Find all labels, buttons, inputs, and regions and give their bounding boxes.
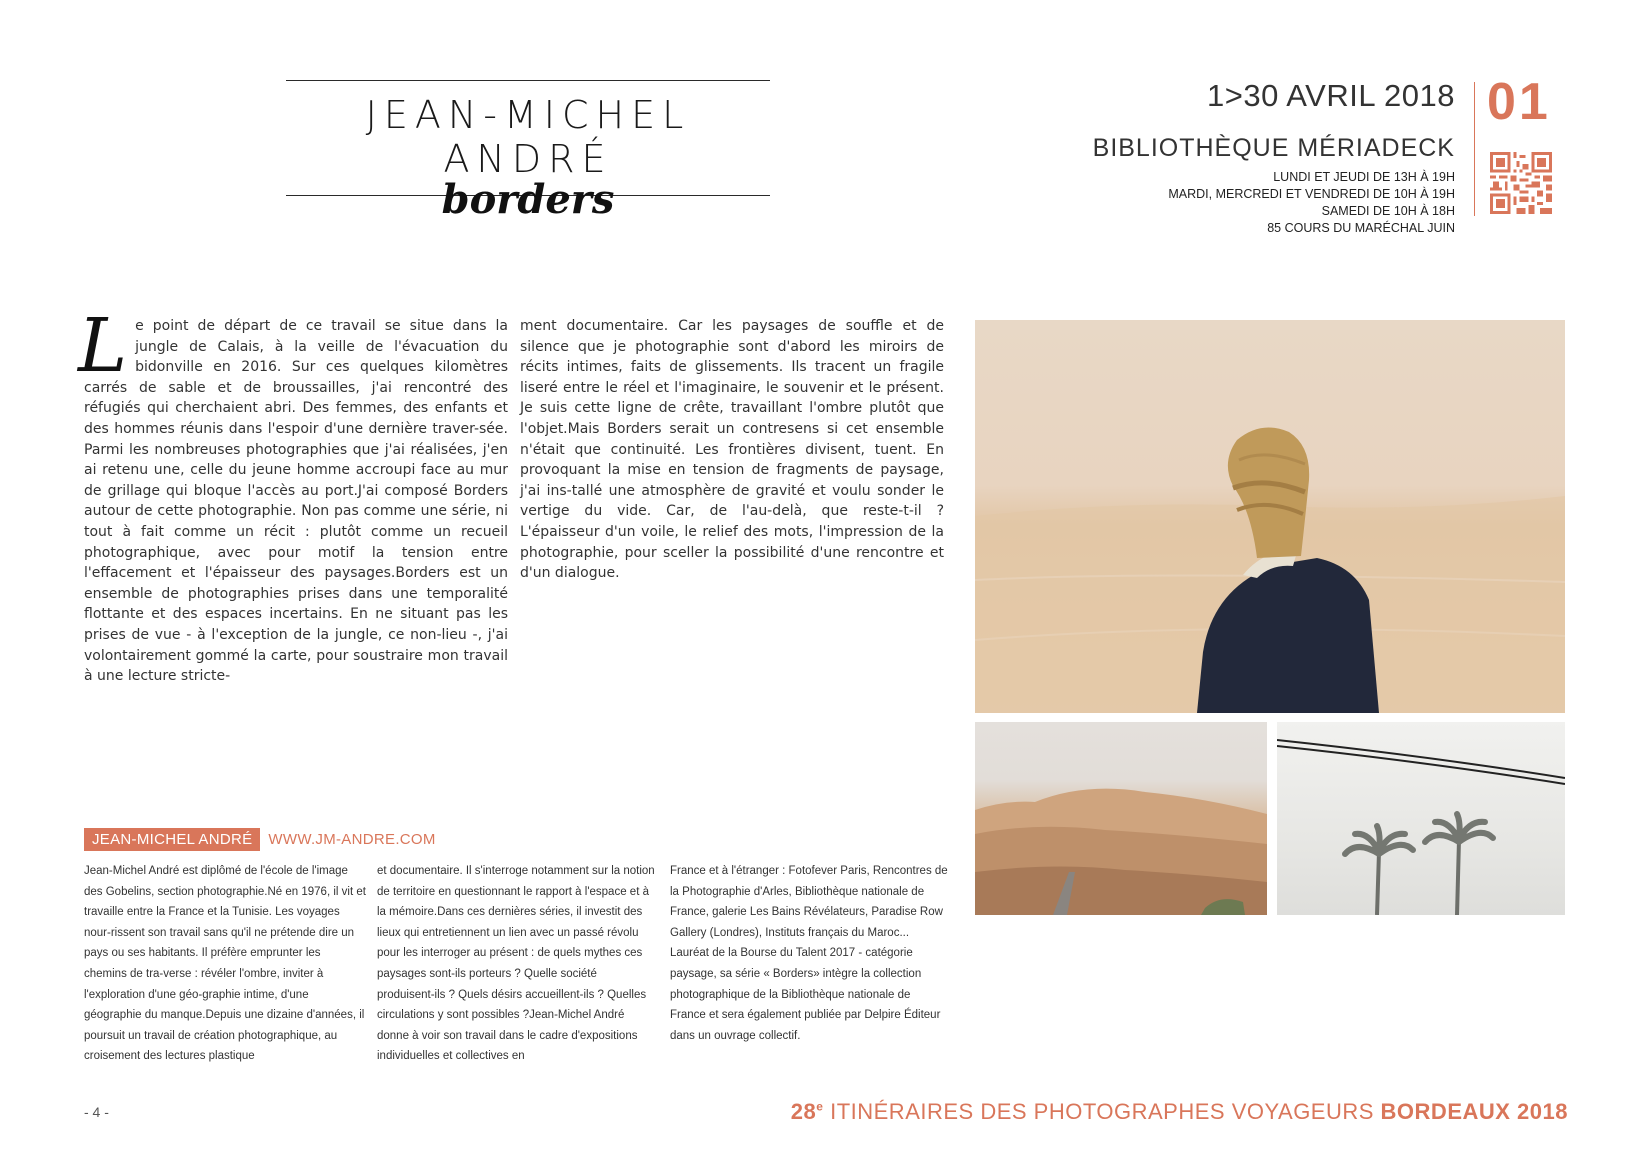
venue-name: BIBLIOTHÈQUE MÉRIADECK <box>1092 134 1455 162</box>
bio-column-1: Jean-Michel André est diplômé de l'école de l'image des Gobelins, section photographie.Né en 1976, il vit et travaille entre la France et la Tunisie. Les voyages nour-rissent son travail sans qu'il ne prétende dire un pays ou ses habitants. Il préfère emprunter les chemins de tra-verse : révéler l'ombre, inviter à l'exploration d'une géo-graphie intime, d'une géographie du manque.Depuis une dizaine d'années, il poursuit un travail de création photographique, au croisement des lectures plastique <box>84 865 366 1063</box>
edition-suffix: e <box>816 1099 824 1114</box>
event-name: ITINÉRAIRES DES PHOTOGRAPHES VOYAGEURS <box>823 1099 1381 1124</box>
info-divider <box>1474 82 1475 216</box>
article-column-2: ment documentaire. Car les paysages de souffle et de silence que je photographie sont d'abord les miroirs de récits intimes, faits de glissements. Ils tracent un fragile liseré entre le réel et l'imaginaire, le souvenir et le présent. Je suis cette ligne de crête, travaillant l'ombre plutôt que l'objet.Mais Borders serait un contresens si cet ensemble n'était que continuité. Les frontières divisent, tuent. En provoquant la mise en tension de fragments de paysage, j'ai ins-tallé une atmosphère de gravité et voulu sonder le vertige du vide. Car, de l'au-delà, que reste-t-il ? L'épaisseur d'un voile, le relief des mots, l'impression de la photographie, pour sceller la possibilité d'une rencontre et d'un dialogue. <box>520 318 944 582</box>
city-year: BORDEAUX 2018 <box>1380 1099 1568 1124</box>
bio-name-label: JEAN-MICHEL ANDRÉ <box>84 828 260 851</box>
series-title: borders <box>441 176 615 223</box>
bio-column-3: France et à l'étranger : Fotofever Paris, Rencontres de la Photographie d'Arles, Bibliothèque nationale de France, galerie Les Bains Révélateurs, Paradise Row Gallery (Londres), Instituts français du Maroc... Lauréat de la Bourse du Talent 2017 - catégorie paysage, sa série « Borders» intègre la collection photographique de la Bibliothèque nationale de France et sera également publiée par Delpire Éditeur dans un ouvrage collectif. <box>670 865 948 1042</box>
drop-cap: L <box>78 303 128 389</box>
hours-line: MARDI, MERCREDI ET VENDREDI DE 10H À 19H <box>1168 187 1455 201</box>
exhibition-dates: 1>30 AVRIL 2018 <box>1207 78 1455 113</box>
desert-hills-illustration <box>975 722 1267 915</box>
page-number: - 4 - <box>84 1104 109 1120</box>
exhibition-info <box>935 78 1455 237</box>
man-turban-illustration <box>975 320 1565 713</box>
venue-hours <box>935 169 1455 237</box>
footer-event-title <box>791 1099 1568 1125</box>
bio-header <box>84 828 436 852</box>
edition-number: 28 <box>790 1099 817 1124</box>
photo-man-in-desert <box>975 320 1565 713</box>
bio-column-2: et documentaire. Il s'interroge notamment sur la notion de territoire en questionnant le rapport à l'espace et à la mémoire.Dans ces dernières séries, il investit des lieux qui entretiennent un lien avec un passé révolu pour les interroger au présent : de quels mythes ces paysages sont-ils porteurs ? Quelle société produisent-ils ? Quels désirs accueillent-ils ? Quelles circulations y sont possibles ?Jean-Michel André donne à voir son travail dans le cadre d'expositions individuelles et collectives en <box>377 865 655 1063</box>
photo-desert-road <box>975 722 1267 915</box>
artist-title: JEAN-MICHEL ANDRÉ <box>365 93 691 181</box>
hours-line: SAMEDI DE 10H À 18H <box>1321 204 1455 218</box>
website-link[interactable]: WWW.JM-ANDRE.COM <box>268 831 436 848</box>
photo-palm-trees-fog <box>1277 722 1565 915</box>
hours-line: LUNDI ET JEUDI DE 13H À 19H <box>1273 170 1455 184</box>
palms-illustration <box>1277 722 1565 915</box>
article-column-1 <box>78 303 508 687</box>
venue-address: 85 COURS DU MARÉCHAL JUIN <box>1267 221 1455 235</box>
exhibition-number: 01 <box>1487 73 1551 131</box>
article-text-1: e point de départ de ce travail se situe dans la jungle de Calais, à la veille de l'évacuation du bidonville en 2016. Sur ces quelques kilomètres carrés de sable et de broussailles, j'ai rencontré des réfugiés qui cherchaient abri. Des femmes, des enfants et des hommes réunis dans l'espoir d'une dernière traver-sée. Parmi les nombreuses photographies que j'ai réalisées, j'en ai retenu une, celle du jeune homme accroupi face au mur de grillage qui bloque l'accès au port.J'ai composé Borders autour de cette photographie. Non pas comme une série, ni tout à fait comme un récit : plutôt comme un recueil photographique, avec pour motif la tension entre l'effacement et l'épaisseur des paysages.Borders est un ensemble de photographies prises dans une temporalité flottante et des espaces incertains. En ne situant pas les prises de vue - à l'exception de la jungle, ce non-lieu -, j'ai volontairement gommé la carte, pour soustraire mon travail à une lecture stricte- <box>84 318 508 685</box>
qr-code-icon[interactable] <box>1490 152 1552 214</box>
